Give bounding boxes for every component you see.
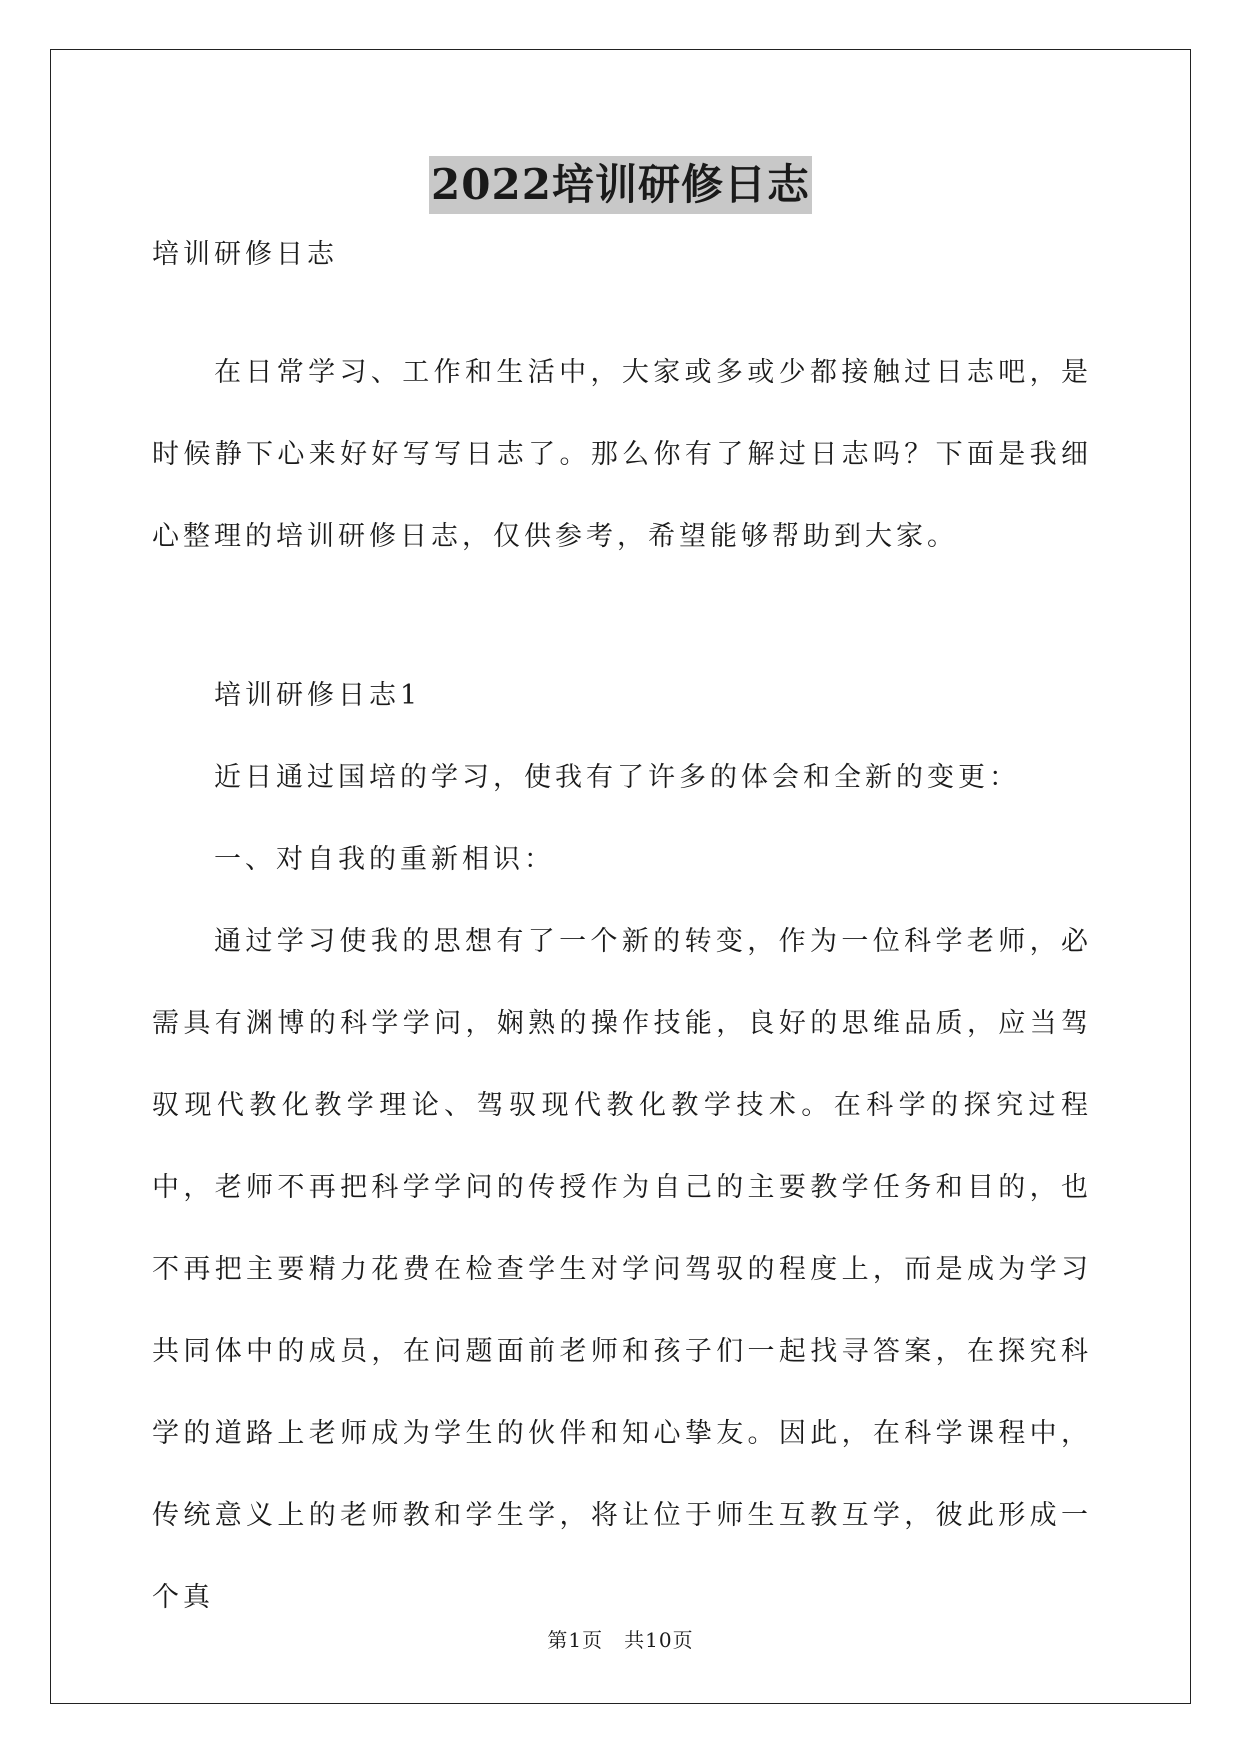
intro-block [152,332,1092,578]
section-heading: 培训研修日志1 [214,680,422,711]
page-footer: 第1页 共10页 [547,1628,694,1652]
main-body [152,737,1092,1639]
document-title: 2022培训研修日志 [429,156,812,214]
intro-label: 培训研修日志 [152,239,338,270]
body-paragraph: 近日通过国培的学习，使我有了许多的体会和全新的变更： [214,762,1020,793]
intro-paragraph: 在日常学习、工作和生活中，大家或多或少都接触过日志吧，是时候静下心来好好写写日志了。那么你有了解过日志吗？下面是我细心整理的培训研修日志，仅供参考，希望能够帮助到大家。 [152,357,1092,552]
body-paragraph: 一、对自我的重新相识： [214,844,555,875]
body-paragraph: 通过学习使我的思想有了一个新的转变，作为一位科学老师，必需具有渊博的科学学问，娴熟的操作技能，良好的思维品质，应当驾驭现代教化教学理论、驾驭现代教化教学技术。在科学的探究过程中，老师不再把科学学问的传授作为自己的主要教学任务和目的，也不再把主要精力花费在检查学生对学问驾驭的程度上，而是成为学习共同体中的成员，在问题面前老师和孩子们一起找寻答案，在探究科学的道路上老师成为学生的伙伴和知心挚友。因此，在科学课程中，传统意义上的老师教和学生学，将让位于师生互教互学，彼此形成一个真 [152,926,1092,1613]
title-container [0,156,1241,214]
